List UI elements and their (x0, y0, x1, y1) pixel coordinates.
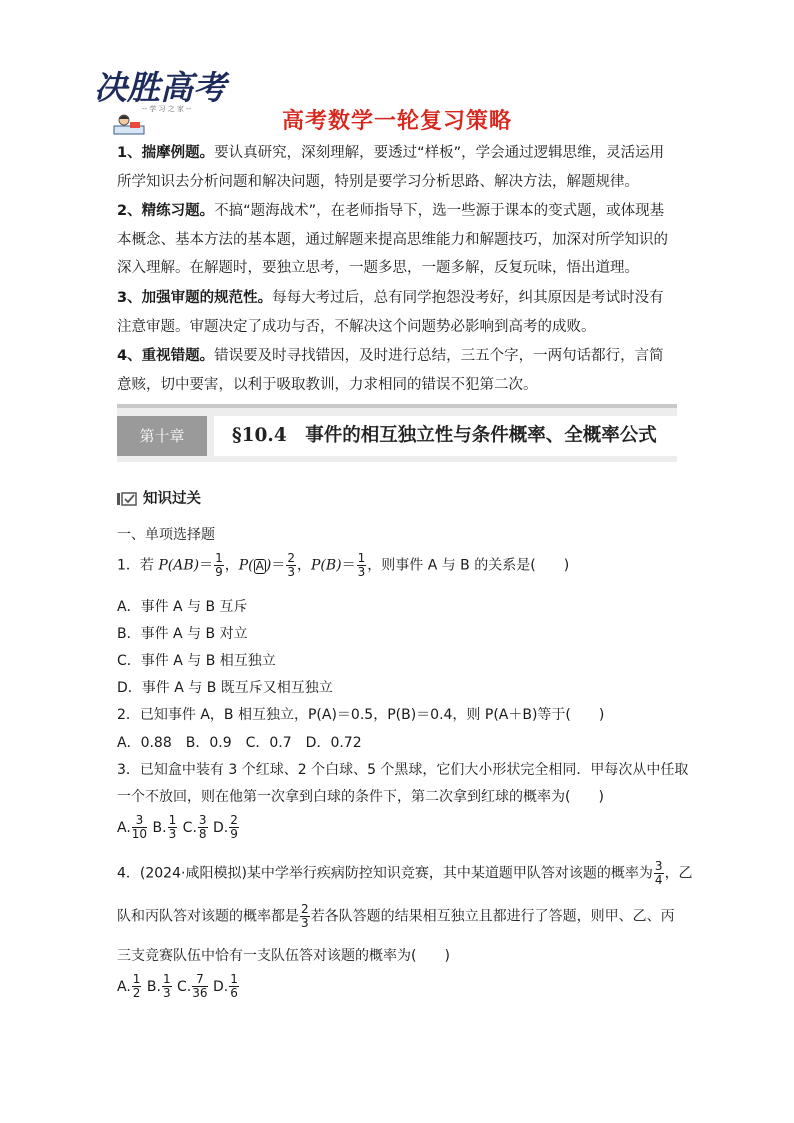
q3-option-c-frac (198, 814, 208, 841)
q1-frac-1-den: 9 (215, 565, 223, 579)
q3-option-b-frac (168, 814, 178, 841)
question-3-line-2: 一个不放回，则在他第一次拿到白球的条件下，第二次拿到红球的概率为( ) (117, 789, 604, 805)
q1-option-b[interactable]: B．事件 A 与 B 对立 (117, 626, 248, 642)
q4-line-2a: 队和丙队答对该题的概率都是 (117, 908, 299, 925)
q1-frac-1-num: 1 (215, 551, 223, 565)
chapter-banner (117, 404, 677, 462)
q3-option-b[interactable] (152, 813, 179, 841)
q3-option-d-frac (229, 814, 239, 841)
q4-option-b-num: 1 (162, 972, 171, 986)
q4-option-b-frac (162, 973, 172, 1000)
q4-line-2b: 若各队答题的结果相互独立且都进行了答题，则甲、乙、丙 (310, 908, 675, 925)
strategy-4 (117, 342, 677, 399)
q3-option-b-label: B. (152, 819, 167, 836)
strategy-3 (117, 284, 677, 341)
q4-option-c[interactable] (177, 972, 209, 1000)
q1-eq-3: ＝ (341, 557, 356, 574)
q4-option-a[interactable] (117, 972, 142, 1000)
page-title: 高考数学一轮复习策略 (281, 109, 512, 134)
q1-frac-3-den: 3 (357, 565, 366, 579)
logo-text: 决胜高考 (94, 68, 226, 107)
section-box (214, 416, 677, 456)
q4-option-c-num: 7 (192, 973, 207, 987)
q1-option-d[interactable]: D．事件 A 与 B 既互斥又相互独立 (117, 680, 333, 696)
q1-eq-2: ＝ (271, 557, 286, 574)
q1-option-c[interactable]: C．事件 A 与 B 相互独立 (117, 653, 276, 669)
question-3-line-1: 3．已知盒中装有 3 个红球、2 个白球、5 个黑球，它们大小形状完全相同．甲每次从中任取 (117, 762, 689, 778)
q4-option-d-label: D. (213, 978, 229, 995)
q3-option-a-num: 3 (132, 814, 147, 828)
strategy-2-body: 不搞“题海战术”，在老师指导下，选一些源于课本的变式题，或体现基本概念、基本方法的基本题，通过解题来提高思维能力和解题技巧，加深对所学知识的深入理解。在解题时，要独立思考，一题多思，一题多解，反复玩味，悟出道理。 (117, 203, 668, 276)
q1-tail: ，则事件 A 与 B 的关系是( ) (367, 557, 570, 574)
q4-option-d-frac (229, 973, 239, 1000)
q4-option-d[interactable] (213, 972, 240, 1000)
knowledge-heading (117, 487, 201, 508)
q4-prefix: 4．(2024·咸阳模拟)某中学举行疾病防控知识竞赛，其中某道题甲队答对该题的概率为 (117, 865, 653, 882)
q1-frac-2 (286, 552, 296, 579)
q4-after-1: ，乙 (664, 865, 693, 882)
q3-option-d-label: D. (213, 819, 229, 836)
q1-prefix: 1．若 (117, 557, 159, 574)
q1-pb: P(B) (310, 557, 342, 574)
q3-option-a[interactable] (117, 813, 148, 841)
strategy-4-head: 4、重视错题。 (117, 348, 215, 364)
q1-frac-3 (357, 552, 367, 579)
q3-options (117, 814, 240, 841)
strategy-3-head: 3、加强审题的规范性。 (117, 290, 273, 306)
q3-option-a-label: A. (117, 819, 131, 836)
question-4-line-1 (117, 860, 693, 887)
q4-option-a-num: 1 (132, 972, 141, 986)
q3-option-c-num: 3 (198, 813, 207, 827)
q1-sep-1: ， (224, 557, 239, 574)
question-1 (117, 552, 569, 579)
section-title: §10.4 事件的相互独立性与条件概率、全概率公式 (232, 425, 657, 446)
strategy-3-body: 每每大考过后，总有同学抱怨没考好，纠其原因是考试时没有注意审题。审题决定了成功与否，不解决这个问题势必影响到高考的成败。 (117, 290, 664, 335)
q4-option-a-frac (132, 973, 142, 1000)
q2-options[interactable]: A．0.88 B．0.9 C．0.7 D．0.72 (117, 735, 362, 751)
q4-option-c-frac (192, 973, 207, 1000)
q4-frac-1-den: 4 (654, 873, 663, 887)
strategy-2 (117, 197, 677, 283)
q1-option-a[interactable]: A．事件 A 与 B 互斥 (117, 599, 248, 615)
question-4-line-3: 三支竞赛队伍中恰有一支队伍答对该题的概率为( ) (117, 948, 450, 964)
q4-option-a-label: A. (117, 978, 131, 995)
q1-pa-complement: A (255, 558, 264, 573)
question-2: 2．已知事件 A，B 相互独立，P(A)＝0.5，P(B)＝0.4，则 P(A＋B)等于( ) (117, 707, 605, 723)
q4-option-c-den: 36 (192, 986, 208, 1000)
strategy-2-head: 2、精练习题。 (117, 203, 215, 219)
q1-sep-2: ， (296, 557, 311, 574)
strategy-1-head: 1、揣摩例题。 (117, 145, 215, 161)
q1-frac-2-den: 3 (287, 565, 295, 579)
q1-eq-1: ＝ (199, 557, 214, 574)
q4-option-b-den: 3 (162, 986, 171, 1000)
q4-option-a-den: 2 (132, 986, 141, 1000)
q3-option-c[interactable] (182, 813, 209, 841)
q3-option-b-den: 3 (168, 827, 177, 841)
q4-option-c-label: C. (177, 978, 192, 995)
q3-option-c-den: 8 (198, 827, 207, 841)
q1-pa-open: P( (238, 557, 254, 574)
q4-option-b[interactable] (146, 972, 173, 1000)
q3-option-c-label: C. (182, 819, 197, 836)
q3-option-a-frac (132, 814, 147, 841)
q3-option-d-num: 2 (230, 813, 238, 827)
q4-options (117, 973, 240, 1000)
part-heading: 一、单项选择题 (117, 527, 215, 543)
q1-pab: P(AB) (158, 557, 200, 574)
q3-option-d-den: 9 (230, 827, 238, 841)
chapter-tag: 第十章 (117, 416, 207, 456)
q4-frac-2-den: 3 (301, 916, 309, 930)
q4-option-d-den: 6 (230, 986, 238, 1000)
q4-frac-2 (300, 903, 310, 930)
q3-option-a-den: 10 (131, 827, 148, 841)
q4-option-d-num: 1 (230, 972, 238, 986)
logo-subtitle: -- 学 习 之 家 -- (142, 105, 192, 113)
q4-frac-1 (654, 860, 664, 887)
strategy-1 (117, 139, 677, 196)
knowledge-heading-label: 知识过关 (143, 491, 201, 507)
q4-frac-1-num: 3 (654, 859, 663, 873)
checklist-icon (117, 492, 137, 506)
q3-option-b-num: 1 (168, 813, 177, 827)
q4-option-b-label: B. (146, 978, 161, 995)
q3-option-d[interactable] (213, 813, 240, 841)
q4-frac-2-num: 2 (301, 902, 309, 916)
q1-frac-2-num: 2 (287, 551, 295, 565)
q1-frac-1 (214, 552, 224, 579)
question-4-line-2 (117, 903, 675, 930)
q1-frac-3-num: 1 (357, 551, 366, 565)
strategy-1-body: 要认真研究，深刻理解，要透过“样板”，学会通过逻辑思维，灵活运用所学知识去分析问题和解决问题，特别是要学习分析思路、解决方法，解题规律。 (117, 145, 665, 190)
q1-pa-close: ) (265, 557, 272, 574)
strategy-4-body: 错误要及时寻找错因，及时进行总结，三五个字，一两句话都行，言简意赅，切中要害，以利于吸取教训，力求相同的错误不犯第二次。 (117, 348, 664, 393)
